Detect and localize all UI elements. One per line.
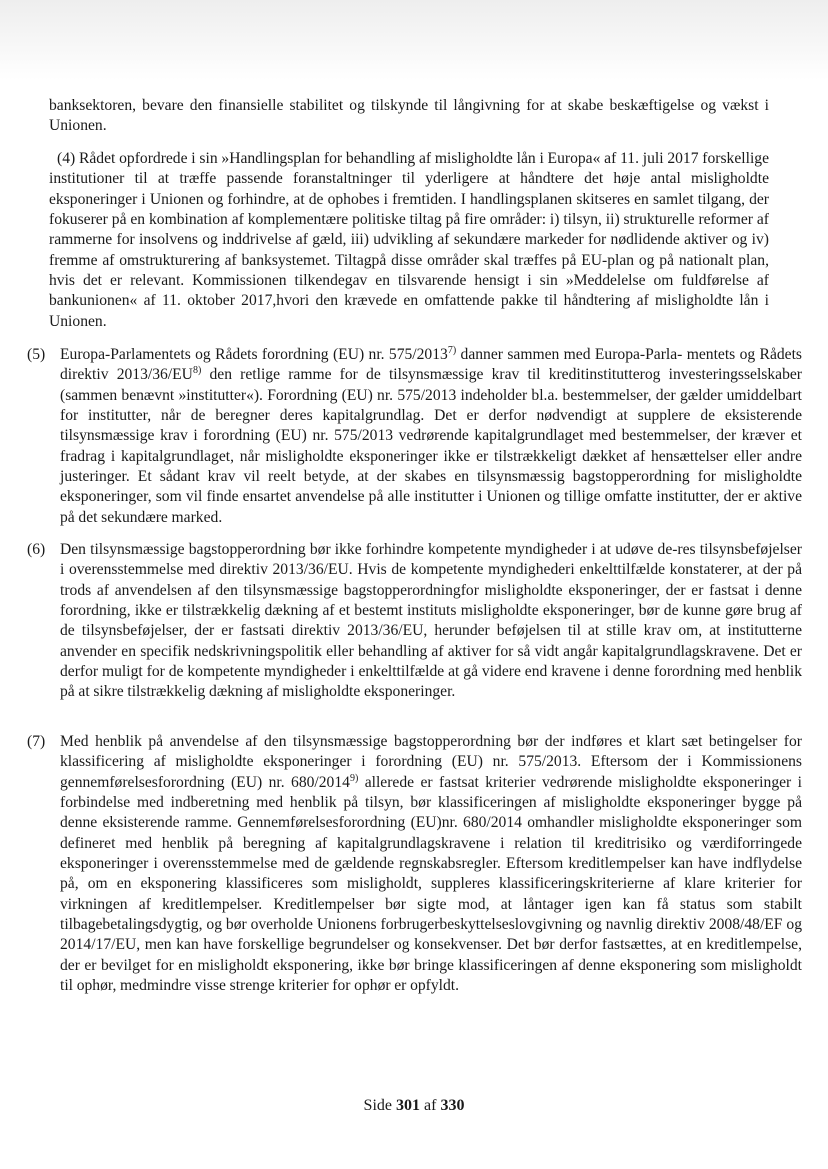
- paragraph-6-number: (6): [27, 541, 46, 558]
- paragraph-7-text-b: allerede er fastsat kriterier vedrørende misligholdte eksponeringer i forbindelse med indberetning med henblik på tilsyn, bør klassificeringen af misligholdte eksponeringer bygge på denne eksisterende ramme. Gennemførelsesforordning (EU)nr. 680/2014 omhandler misligholdte eksponeringer som defineret med henblik på beregning af kapitalgrundlagskravene i relation til kreditrisiko og værdiforringede eksponeringer i overensstemmelse med de gældende regnskabsregler. Eftersom kreditlempelser kan have indflydelse på, om en eksponering klassificeres som misligholdt, suppleres klassificeringskriterierne af klare kriterier for virkningen af kreditlempelser. Kreditlempelser bør sigte mod, at låntager igen kan få status som stabilt tilbagebetalingsdygtig, og bør overholde Unionens forbrugerbeskyttelseslovgivning og navnlig direktiv 2008/48/EF og 2014/17/EU, men kan have forskellige begrundelser og konsekvenser. Det bør derfor fastsættes, at en kreditlempelse, der er bevilget for en misligholdt eksponering, ikke bør bringe klassificeringen af denne eksponering som misligholdt til ophør, medmindre visse strenge kriterier for ophør er opfyldt.: [60, 773, 802, 995]
- paragraph-7: [27, 732, 802, 996]
- paragraph-7-text-a: Med henblik på anvendelse af den tilsynsmæssige bagstopperordning bør der indføres et klart sæt betingelser for klassificering af misligholdte eksponeringer i forordning (EU) nr. 575/2013. Eftersom der i Kommissionens gennemførelsesforordning (EU) nr. 680/2014: [60, 733, 802, 791]
- total-pages: 330: [440, 1097, 465, 1114]
- intro-paragraph: banksektoren, bevare den finansielle stabilitet og tilskynde til långivning for at skabe beskæftigelse og vækst i Unionen.: [49, 97, 769, 135]
- footer-prefix: Side: [363, 1097, 396, 1114]
- paragraph-6-text: Den tilsynsmæssige bagstopperordning bør ikke forhindre kompetente myndigheder i at udøve de-res tilsynsbeføjelser i overensstemmelse med direktiv 2013/36/EU. Hvis de kompetente myndighederi enkelttilfælde konstaterer, at der på trods af anvendelsen af den tilsynsmæssige bagstopperordningfor misligholdte eksponeringer, der er fastsat i denne forordning, ikke er tilstrækkelig dækning af et bestemt instituts misligholdte eksponeringer, bør de kunne gøre brug af de tilsynsbeføjelser, der er fastsati direktiv 2013/36/EU, herunder beføjelsen til at stille krav om, at institutterne anvender en specifik nedskrivningspolitik eller behandling af aktiver for så vidt angår kapitalgrundlagskravene. Det er derfor muligt for de kompetente myndigheder i enkelttilfælde at gå videre end kravene i denne forordning med henblik på at sikre tilstrækkelig dækning af misligholdte eksponeringer.: [60, 541, 802, 701]
- paragraph-6: [27, 540, 802, 703]
- paragraph-5: [27, 345, 802, 528]
- footnote-ref-9: 9): [349, 772, 359, 784]
- footer-mid: af: [420, 1097, 441, 1114]
- paragraph-7-number: (7): [27, 733, 46, 750]
- paragraph-5-text-c: den retlige ramme for de tilsynsmæssige krav til kreditinstitutterog investeringsselskaber (sammen benævnt »institutter«). Forordning (EU) nr. 575/2013 indeholder bl.a. bestemmelser, der gælder umiddelbart for institutter, når de beregner deres kapitalgrundlag. Det er derfor nødvendigt at supplere de eksisterende tilsynsmæssige krav i forordning (EU) nr. 575/2013 vedrørende kapitalgrundlaget med bestemmelser, der kræver et fradrag i kapitalgrundlaget, når misligholdte eksponeringer ikke er tilstrækkeligt dækket af hensættelser eller andre justeringer. Et sådant krav vil reelt betyde, at der skabes en tilsynsmæssig bagstopperordning for misligholdte eksponeringer, som vil finde ensartet anvendelse på alle institutter i Unionen og tillige omfatte institutter, der er aktive på det sekundære marked.: [60, 366, 802, 526]
- paragraph-5-number: (5): [27, 346, 46, 363]
- paragraph-5-text-a: Europa-Parlamentets og Rådets forordning (EU) nr. 575/2013: [60, 346, 448, 363]
- paragraph-4: (4) Rådet opfordrede i sin »Handlingsplan for behandling af misligholdte lån i Europa« af 11. juli 2017 forskellige institutioner til at træffe passende foranstaltninger til yderligere at håndtere det høje antal misligholdte eksponeringer i Unionen og forhindre, at de ophobes i fremtiden. I handlingsplanen skitseres en samlet tilgang, der fokuserer på en kombination af komplementære politiske tiltag på fire områder: i) tilsyn, ii) strukturelle reformer af rammerne for insolvens og inddrivelse af gæld, iii) udvikling af sekundære markeder for nødlidende aktiver og iv) fremme af omstrukturering af banksystemet. Tiltagpå disse områder skal træffes på EU-plan og på nationalt plan, hvis det er relevant. Kommissionen tilkendegav en tilsvarende hensigt i sin »Meddelelse om fuldførelse af bankunionen« af 11. oktober 2017,hvori den krævede en omfattende pakke til håndtering af misligholdte lån i Unionen.: [49, 150, 769, 330]
- paragraph-5-text-b: danner sammen med Europa-Parla- mentets og Rådets direktiv 2013/36/EU: [60, 346, 802, 384]
- footnote-ref-7: 7): [447, 344, 457, 356]
- page-footer: [0, 1097, 828, 1115]
- current-page-number: 301: [396, 1097, 420, 1114]
- footnote-ref-8: 8): [192, 365, 202, 377]
